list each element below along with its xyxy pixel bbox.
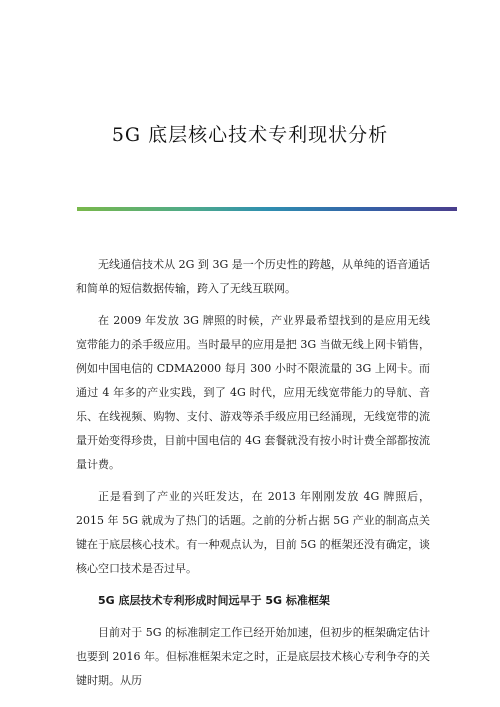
- paragraph-1: 无线通信技术从 2G 到 3G 是一个历史性的跨越，从单纯的语音通话和简单的短信数据传输，跨入了无线互联网。: [76, 258, 430, 295]
- paragraph-3: 正是看到了产业的兴旺发达，在 2013 年刚刚发放 4G 牌照后，2015 年 5G 就成为了热门的话题。之前的分析占据 5G 产业的制高点关键在于底层核心技术。有一种观点认为，目前 5G 的框架还没有确定，谈核心空口技术是否过早。: [76, 490, 430, 575]
- section-paragraph: 目前对于 5G 的标准制定工作已经开始加速，但初步的框架确定估计也要到 2016 年。但标准框架未定之时，正是底层技术核心专利争夺的关键时期。从历: [76, 626, 430, 687]
- title-divider: [77, 207, 457, 211]
- paragraph-2: 在 2009 年发放 3G 牌照的时候，产业界最希望找到的是应用无线宽带能力的杀手级应用。当时最早的应用是把 3G 当做无线上网卡销售，例如中国电信的 CDMA2000 每月 300 小时不限流量的 3G 上网卡。而通过 4 年多的产业实践，到了 4G 时代，应用无线宽带能力的导航、音乐、在线视频、购物、支付、游戏等杀手级应用已经涌现，无线宽带的流量开始变得珍贵，目前中国电信的 4G 套餐就没有按小时计费全部都按流量计费。: [76, 314, 430, 471]
- document-title: 5G 底层核心技术专利现状分析: [111, 124, 389, 146]
- document-body: [76, 253, 430, 701]
- section-heading: 5G 底层技术专利形成时间远早于 5G 标准框架: [98, 594, 330, 607]
